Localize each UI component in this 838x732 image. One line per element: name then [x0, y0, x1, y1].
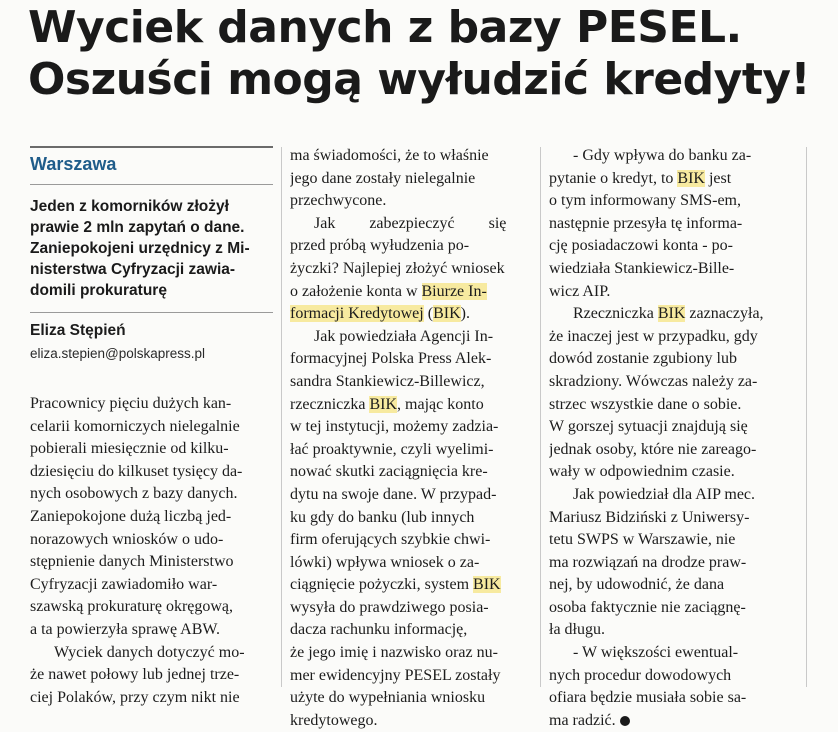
body-line: wiedziała Stankiewicz-Bille-	[549, 259, 735, 277]
location-rule	[30, 184, 273, 185]
body-line: jego dane zostały nielegalnie	[290, 169, 476, 187]
body-text: ciągnięcie pożyczki, system	[290, 576, 474, 594]
bik-highlight: BIK	[677, 169, 705, 187]
body-line: celarii komorniczych nielegalnie	[30, 417, 240, 435]
body-line: ła długu.	[549, 621, 605, 639]
body-line: wicz AIP.	[549, 282, 611, 300]
body-line: nych procedur dowodowych	[549, 666, 732, 684]
body-line: następnie przesyła tę informa-	[549, 214, 743, 232]
headline-line-2: Oszuści mogą wyłudzić kredyty!	[28, 54, 811, 105]
headline-line-1: Wyciek danych z bazy PESEL.	[28, 2, 742, 53]
body-text: zaznaczyła,	[685, 305, 764, 323]
end-mark-icon	[620, 716, 630, 726]
body-line: Mariusz Bidziński z Uniwersy-	[549, 508, 750, 526]
body-line: że nawet połowy lub jednej trze-	[30, 666, 240, 684]
body-line: ma świadomości, że to właśnie	[290, 147, 489, 164]
body-line: dytu na swoje dane. W przypad-	[290, 485, 497, 503]
body-line: pobierali miesięcznie od kilku-	[30, 440, 229, 458]
body-line: sandra Stankiewicz-Billewicz,	[290, 372, 485, 390]
lead-paragraph	[30, 196, 273, 301]
body-line: Jak powiedział dla AIP mec.	[573, 485, 756, 503]
body-line: ku gdy do banku (lub innych	[290, 508, 475, 526]
body-text: ).	[460, 305, 470, 323]
body-line: Wyciek danych dotyczyć mo-	[54, 643, 245, 661]
body-text: ma radzić.	[549, 711, 616, 729]
bik-highlight: BIK	[369, 395, 398, 413]
body-line: strzec wszystkie dane o sobie.	[549, 395, 742, 413]
body-line: dziesięciu do kilkuset tysięcy da-	[30, 462, 243, 480]
body-line: przed próbą wyłudzenia po-	[290, 237, 470, 255]
top-rule	[30, 146, 273, 148]
body-line: W gorszej sytuacji znajdują się	[549, 418, 748, 436]
body-line: wały w odpowiednim czasie.	[549, 463, 735, 481]
body-line: Jak zabezpieczyć się	[314, 214, 507, 232]
author-name: Eliza Stępień	[30, 322, 126, 339]
body-line: kredytowego.	[290, 711, 378, 729]
body-line	[549, 303, 796, 326]
body-line: użyte do wypełniania wniosku	[290, 689, 486, 707]
lead-line: nisterstwa Cyfryzacji zawia-	[30, 261, 236, 278]
body-line: dowód zostanie zgubiony lub	[549, 350, 737, 368]
lead-line: domili prokuraturę	[30, 282, 167, 299]
lead-rule	[30, 312, 273, 313]
bik-highlight: BIK	[433, 305, 461, 323]
body-line: o tym informowany SMS-em,	[549, 192, 741, 210]
body-line: - W większości ewentual-	[573, 644, 739, 662]
bik-highlight: formacji Kredytowej	[290, 305, 424, 323]
body-text: jest	[704, 169, 732, 187]
bik-highlight: Biurze In-	[421, 282, 487, 300]
author-email[interactable]: eliza.stepien@polskapress.pl	[30, 346, 206, 361]
body-line: Zaniepokojone dużą liczbą jed-	[30, 507, 232, 525]
body-text: o założenie konta w	[290, 282, 422, 300]
column-2-body	[290, 145, 530, 732]
body-text: , mając konto	[397, 395, 484, 413]
body-line: stępnienie danych Ministerstwo	[30, 553, 234, 571]
body-text: Rzeczniczka	[573, 305, 658, 323]
lead-line: Jeden z komorników złożył	[30, 198, 229, 215]
location-tag: Warszawa	[30, 154, 117, 174]
body-line: formacyjnej Polska Press Alek-	[290, 350, 492, 368]
body-line: norazowych wniosków o udo-	[30, 530, 224, 548]
body-line	[290, 281, 530, 304]
body-line: mer ewidencyjny PESEL zostały	[290, 666, 501, 684]
body-line: że jego imię i nazwisko oraz nu-	[290, 644, 498, 662]
body-line: życzki? Najlepiej złożyć wniosek	[290, 259, 505, 277]
body-line: nych osobowych z bazy danych.	[30, 485, 238, 503]
body-line: w tej instytucji, możemy zadzia-	[290, 418, 499, 436]
body-line: osoba faktycznie nie zaciągnę-	[549, 598, 746, 616]
body-text: (	[423, 305, 434, 323]
column-3-body	[549, 145, 796, 732]
body-line: że inaczej jest w przypadku, gdy	[549, 327, 758, 345]
body-line	[549, 710, 796, 732]
body-text: pytanie o kredyt, to	[549, 169, 678, 187]
body-line	[290, 394, 530, 417]
headline	[28, 2, 818, 106]
bik-highlight: BIK	[657, 305, 686, 323]
body-line: ciej Polaków, przy czym nikt nie	[30, 688, 240, 706]
body-line: cję posiadaczowi konta - po-	[549, 237, 733, 255]
body-line: jednak osoby, które nie zareago-	[549, 440, 757, 458]
body-line	[290, 574, 530, 597]
body-line	[290, 303, 530, 326]
body-line: nować skutki zaciągnięcia kre-	[290, 463, 488, 481]
body-line: przechwycone.	[290, 192, 387, 210]
body-line: łać proaktywnie, czyli wyelimi-	[290, 440, 494, 458]
lead-line: Zaniepokojeni urzędnicy z Mi-	[30, 240, 250, 257]
body-line: Jak powiedziała Agencji In-	[314, 327, 494, 345]
column-divider	[540, 147, 541, 687]
bik-highlight: BIK	[473, 576, 501, 594]
body-line: Cyfryzacji zawiadomiło war-	[30, 575, 218, 593]
body-line: szawską prokuraturę okręgową,	[30, 598, 234, 616]
column-divider	[281, 147, 282, 687]
body-line: firm oferujących szybkie chwi-	[290, 531, 491, 549]
body-text: rzeczniczka	[290, 395, 370, 413]
body-line: skradziony. Wówczas należy za-	[549, 372, 758, 390]
body-line: Pracownicy pięciu dużych kan-	[30, 395, 232, 412]
body-line: dacza rachunku informację,	[290, 621, 468, 639]
column-1-body	[30, 393, 273, 709]
lead-line: prawie 2 mln zapytań o dane.	[30, 219, 245, 236]
body-line: nej, by udowodnić, że dana	[549, 576, 725, 594]
body-line: tetu SWPS w Warszawie, nie	[549, 531, 736, 549]
column-divider	[806, 147, 807, 687]
body-line: a ta powierzyła sprawę ABW.	[30, 620, 221, 638]
body-line: lówki) wpływa wniosek o za-	[290, 553, 480, 571]
body-line: wysyła do prawdziwego posia-	[290, 598, 489, 616]
body-line: ofiara będzie musiała sobie sa-	[549, 689, 747, 707]
body-line: - Gdy wpływa do banku za-	[573, 147, 752, 164]
body-line: ma rozwiązań na drodze praw-	[549, 553, 747, 571]
body-line	[549, 168, 796, 191]
